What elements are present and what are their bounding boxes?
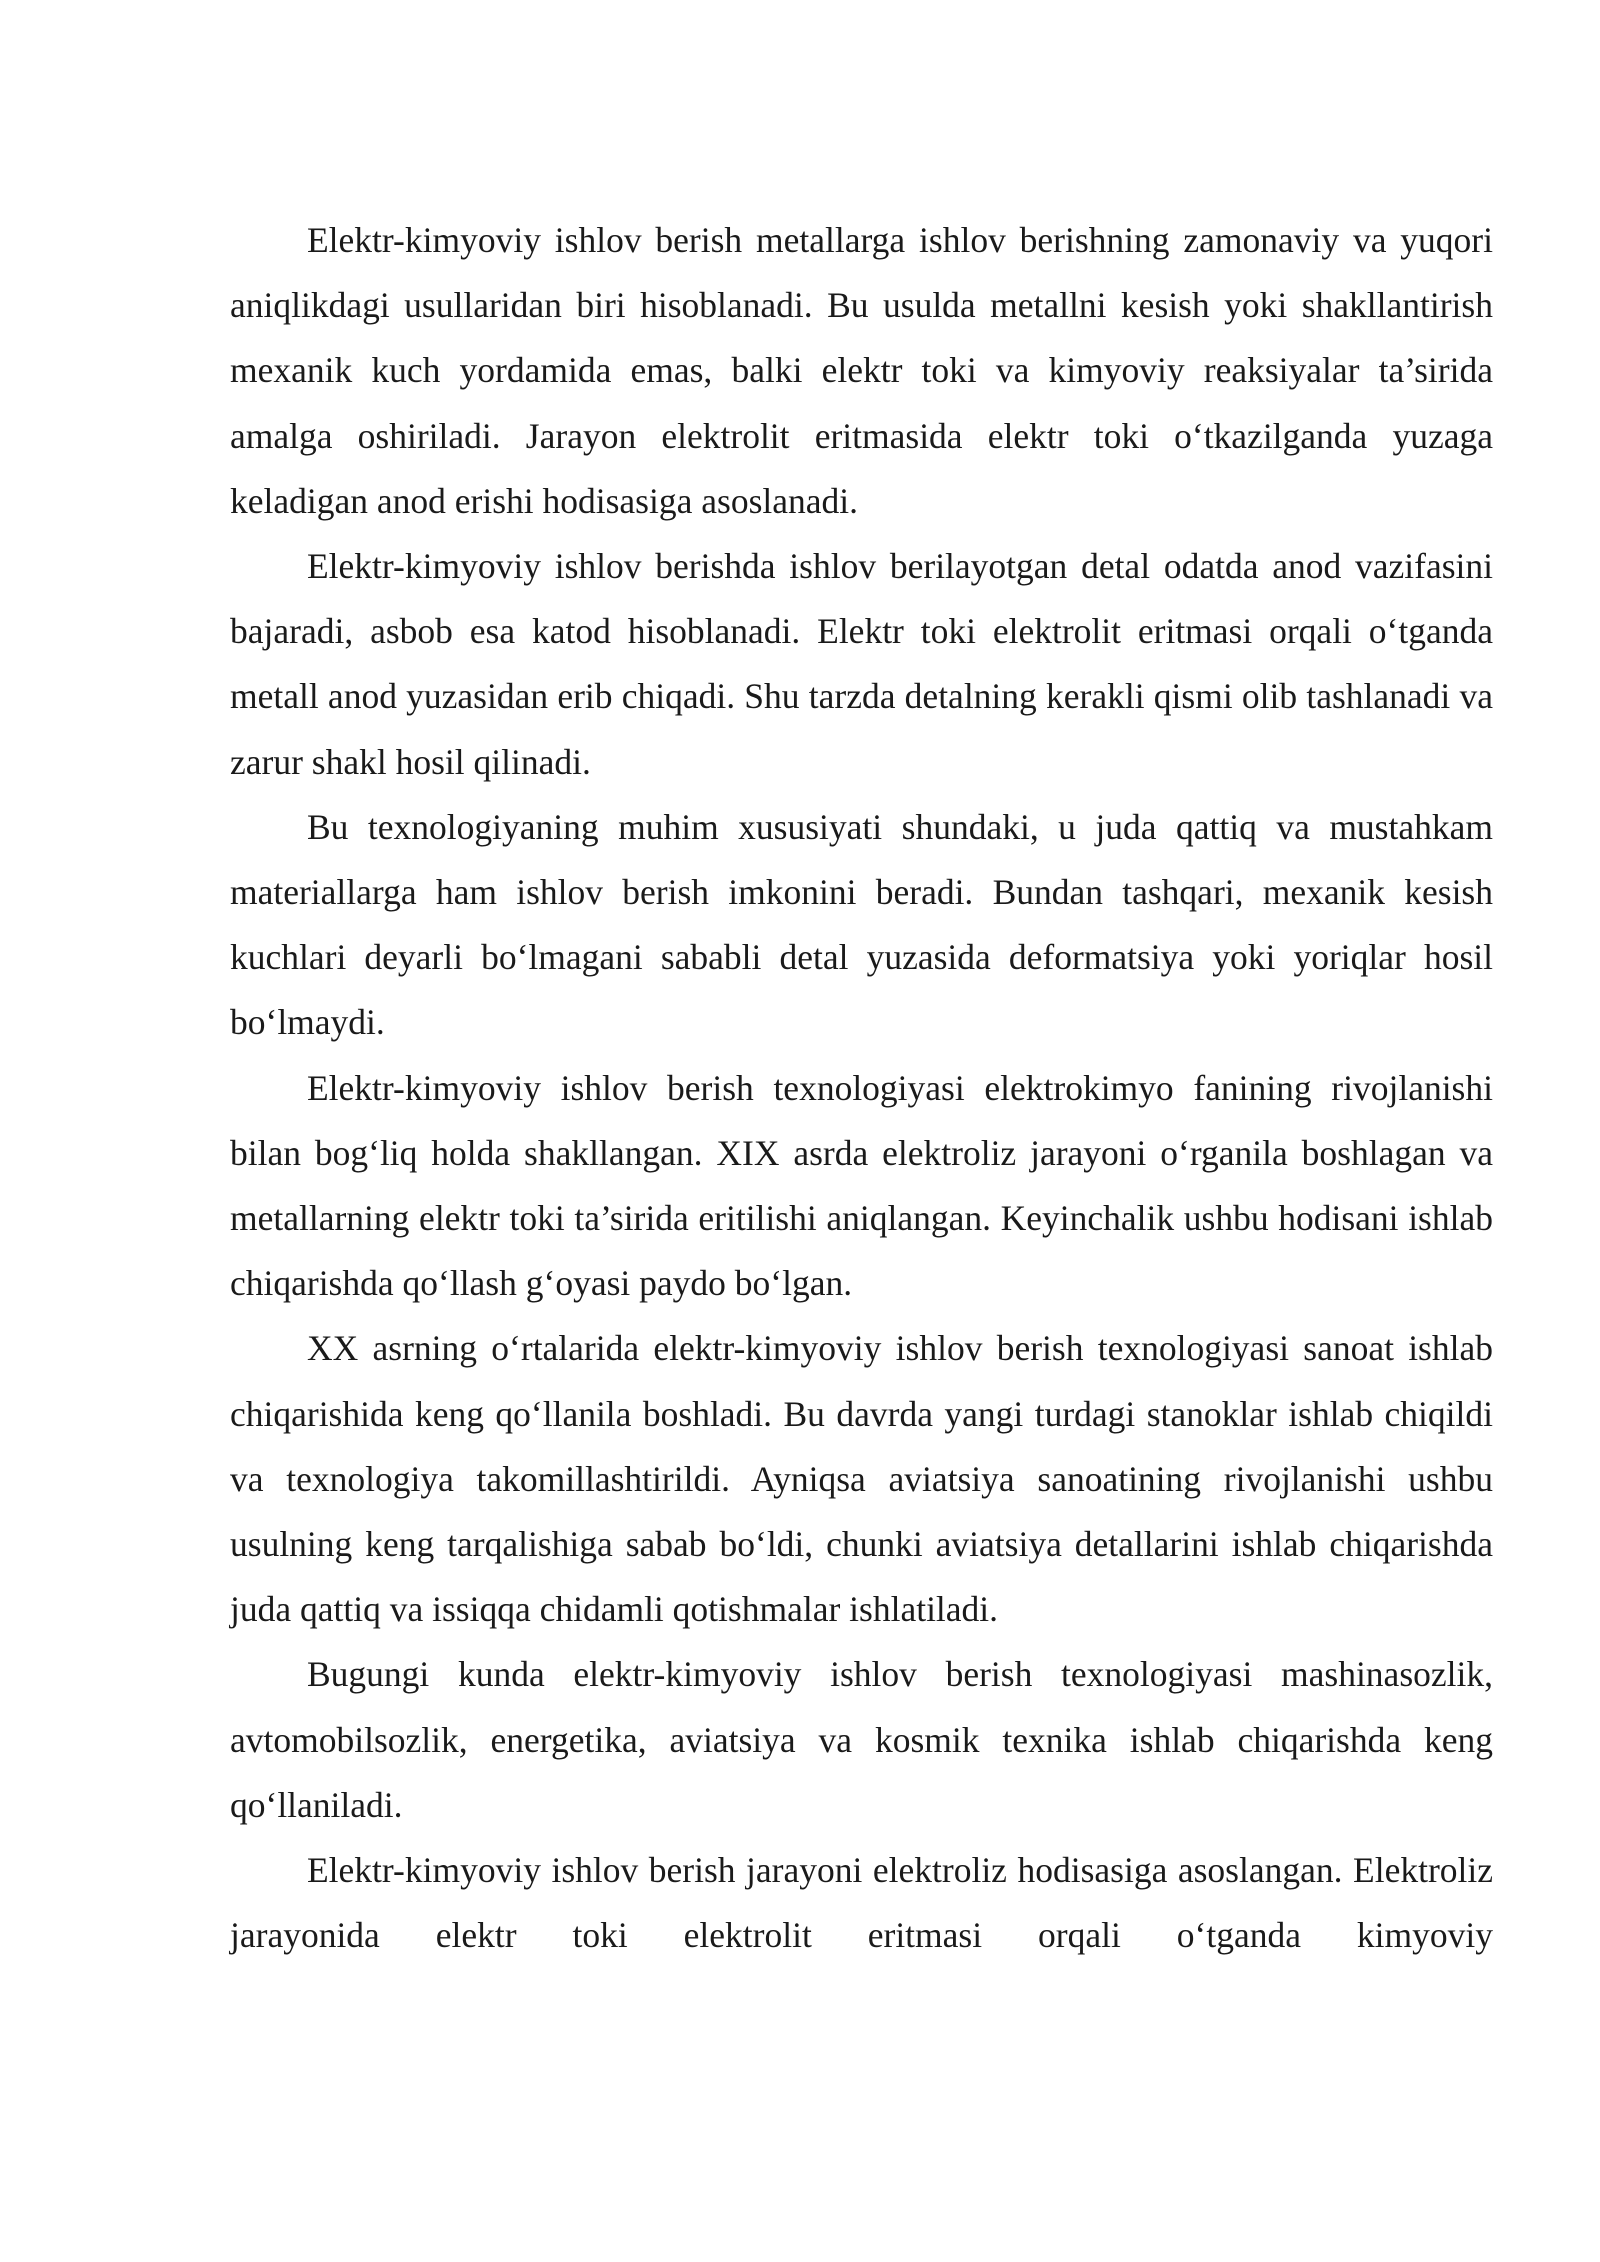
paragraph-7: Elektr-kimyoviy ishlov berish jarayoni elektroliz hodisasiga asoslangan. Elektroliz jarayonida elektr toki elektrolit eritmasi orqali o‘tganda kimyoviy — [230, 1850, 1493, 1956]
paragraph-2: Elektr-kimyoviy ishlov berishda ishlov berilayotgan detal odatda anod vazifasini bajaradi, asbob esa katod hisoblanadi. Elektr toki elektrolit eritmasi orqali o‘tganda metall anod yuzasidan erib chiqadi. Shu tarzda detalning kerakli qismi olib tashlanadi va zarur shakl hosil qilinadi. — [230, 546, 1493, 782]
paragraph-3: Bu texnologiyaning muhim xususiyati shundaki, u juda qattiq va mustahkam materiallarga ham ishlov berish imkonini beradi. Bundan tashqari, mexanik kesish kuchlari deyarli bo‘lmagani sababli detal yuzasida deformatsiya yoki yoriqlar hosil bo‘lmaydi. — [230, 806, 1493, 1043]
paragraph-5: XX asrning o‘rtalarida elektr-kimyoviy ishlov berish texnologiyasi sanoat ishlab chiqarishida keng qo‘llanila boshladi. Bu davrda yangi turdagi stanoklar ishlab chiqildi va texnologiya takomillashtirildi. Ayniqsa aviatsiya sanoatining rivojlanishi ushbu usulning keng tarqalishiga sabab bo‘ldi, chunki aviatsiya detallarini ishlab chiqarishda juda qattiq va issiqqa chidamli qotishmalar ishlatiladi. — [230, 1328, 1493, 1630]
paragraph-1: Elektr-kimyoviy ishlov berish metallarga ishlov berishning zamonaviy va yuqori aniqlikdagi usullaridan biri hisoblanadi. Bu usulda metallni kesish yoki shakllantirish mexanik kuch yordamida emas, balki elektr toki va kimyoviy reaksiyalar ta’sirida amalga oshiriladi. Jarayon elektrolit eritmasida elektr toki o‘tkazilganda yuzaga keladigan anod erishi hodisasiga asoslanadi. — [230, 220, 1493, 521]
paragraph-4: Elektr-kimyoviy ishlov berish texnologiyasi elektrokimyo fanining rivojlanishi bilan bog‘liq holda shakllangan. XIX asrda elektroliz jarayoni o‘rganila boshlagan va metallarning elektr toki ta’sirida eritilishi aniqlangan. Keyinchalik ushbu hodisani ishlab chiqarishda qo‘llash g‘oyasi paydo bo‘lgan. — [230, 1067, 1493, 1304]
document-body — [230, 208, 1493, 1968]
paragraph-6: Bugungi kunda elektr-kimyoviy ishlov berish texnologiyasi mashinasozlik, avtomobilsozlik, energetika, aviatsiya va kosmik texnika ishlab chiqarishda keng qo‘llaniladi. — [230, 1654, 1493, 1825]
